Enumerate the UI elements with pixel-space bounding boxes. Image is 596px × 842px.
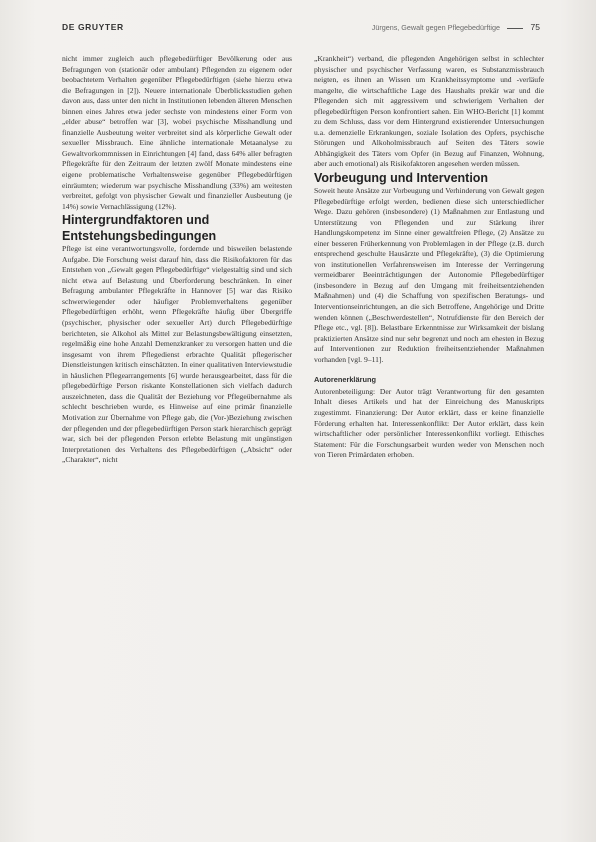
left-column	[62, 54, 292, 466]
publisher-logo: DE GRUYTER	[62, 22, 124, 32]
vorbeugung-paragraph: Soweit heute Ansätze zur Vorbeugung und Verhinderung von Gewalt gegen Pflegebedürftige erfolgt werden, bedienen diese sich unterschiedlicher Wege. Dazu gehören (insbesondere) (1) Maßnahmen zur Entlastung und Unterstützung von Pflegenden und zur Stärkung ihrer Handlungskompetenz im Sinne einer gewaltfreien Pflege, (2) Ansätze zu einer besseren Früherkennung von Problemlagen in der Pflege (z.B. durch entsprechend geschulte Hausärzte und Pflegekräfte), (3) die Optimierung von institutionellen Verfahrensweisen im Interesse der Verringerung vermeidbarer Beeinträchtigungen der Autonomie Pflegebedürftiger (insbesondere in Bezug auf den Umgang mit freiheitsentziehenden Maßnahmen) und (4) die Schaffung von spezifischen Beratungs- und Interventionseinrichtungen, an die sich Betroffene, Angehörige und Dritte wenden können („Beschwerdestellen“, Notrufdienste für den Bereich der Pflege etc., vgl. [8]). Belastbare Erkenntnisse zur Wirksamkeit der bislang praktizierten Ansätze sind nur sehr begrenzt und noch am ehesten in Bezug auf Interventionen zur Reduktion freiheitsentziehender Maßnahmen vorhanden [vgl. 9–11].	[314, 186, 544, 364]
running-header	[62, 22, 540, 36]
author-declaration-paragraph: Autorenbeteiligung: Der Autor trägt Verantwortung für den gesamten Inhalt dieses Artikels und hat der Einreichung des Manuskripts zugestimmt. Finanzierung: Der Autor erklärt, dass er keine finanzielle Förderung erhalten hat. Interessenkonflikt: Der Autor erklärt, dass kein wirtschaftlicher oder persönlicher Interessenkonflikt vorliegt. Ethisches Statement: Für die Forschungsarbeit wurden weder von Menschen noch von Tieren Primärdaten erhoben.	[314, 386, 544, 460]
author-declaration-heading: Autorenerklärung	[314, 375, 377, 385]
section-heading-hintergrund: Hintergrundfaktoren und Entstehungsbedingungen	[62, 213, 217, 244]
right-column	[314, 54, 544, 461]
page-number: 75	[530, 22, 540, 32]
running-title: Jürgens, Gewalt gegen Pflegebedürftige	[371, 23, 500, 32]
header-rule	[507, 28, 523, 29]
section-heading-vorbeugung: Vorbeugung und Intervention	[314, 171, 489, 186]
hintergrund-paragraph: Pflege ist eine verantwortungsvolle, fordernde und bisweilen belastende Aufgabe. Die Forschung weist darauf hin, dass die Risikofaktoren für das Entstehen von „Gewalt gegen Pflegebedürftige“ vielgestaltig sind und sich nicht etwa auf Belastung und Überforderung beschränken. In einer Befragung ambulanter Pflegekräfte in Hannover [5] war das Risiko schwerwiegender oder häufiger Problemverhaltens gegenüber Pflegebedürftigen erhöht, wenn Pflegekräfte häufig über Übergriffe (psychischer, physischer oder sexueller Art) durch Pflegebedürftige berichteten, sie Alkohol als Mittel zur Belastungsbewältigung einsetzten, regelmäßig eine hohe Anzahl Demenzkranker zu versorgen hatten und die insgesamt von ihrem Pflegedienst erbrachte Qualität pflegerischer Dienstleistungen kritisch einschätzten. In einer qualitativen Interviewstudie in häuslichen Pflegearrangements [6] wurde herausgearbeitet, dass für die pflegebedürftige Person riskante Konstellationen sich vielfach dadurch auszeichneten, dass die Qualität der Beziehung vor Pflegeübernahme als schlecht beschrieben wurde, es Hinweise auf eine primär finanzielle Motivation zur Übernahme von Pflege gab, die (Vor-)Beziehung zwischen der pflegenden und der pflegebedürftigen Person stark hierarchisch geprägt war, sich bei der pflegenden Person erlebte Belastung mit ungünstigen Interpretationen des Verhaltens des Pflegebedürftigen („Absicht“ oder „Charakter“, nicht	[62, 244, 292, 465]
intro-paragraph: nicht immer zugleich auch pflegebedürftiger Bevölkerung oder aus Befragungen von (stationär oder ambulant) Pflegenden zu eigenem oder beobachtetem Verhalten gegenüber Pflegebedürftigen (siehe hierzu etwa die Befragungen in [2]). Neuere internationale Überblicksstudien gehen davon aus, dass unter den nicht in Institutionen lebenden älteren Menschen binnen eines Jahres etwa jeder sechste von mindestens einer Form von „elder abuse“ betroffen war [3], wobei psychische Misshandlung und finanzielle Ausbeutung weiter verbreitet sind als körperliche Gewalt oder sexueller Missbrauch. Eine ähnliche internationale Metaanalyse zu Gewaltvorkommnissen in Einrichtungen [4] fand, dass 64% aller befragten Pflegekräfte für den Zeitraum der letzten zwölf Monate mindestens eine eigene problematische Verhaltensweise gegenüber Pflegebedürftigen einräumten; wiederum war psychische Misshandlung (33%) am weitesten verbreitet, gefolgt von physischer Gewalt und finanzieller Ausbeutung (je 14%) sowie Vernachlässigung (12%).	[62, 54, 292, 211]
continued-paragraph: „Krankheit“) verband, die pflegenden Angehörigen selbst in schlechter physischer und psychischer Verfassung waren, es Substanzmissbrauch neigten, es ihnen an Wissen um Krankheitssymptome und -verläufe mangelte, die wirtschaftliche Lage des Haushalts prekär war und die Pflegenden sich mit aggressivem und schwierigem Verhalten der pflegebedürftigen Person konfrontiert sahen. Ein WHO-Bericht [1] kommt zu dem Schluss, dass vor dem Hintergrund existierender Untersuchungen u.a. demenzielle Erkrankungen, soziale Isolation des Opfers, psychische Störungen und Alkoholmissbrauch auf Seiten des Täters sowie Abhängigkeit des Täters vom Opfer (in Bezug auf Finanzen, Wohnung, aber auch emotional) als Risikofaktoren angesehen werden müssen.	[314, 54, 544, 169]
